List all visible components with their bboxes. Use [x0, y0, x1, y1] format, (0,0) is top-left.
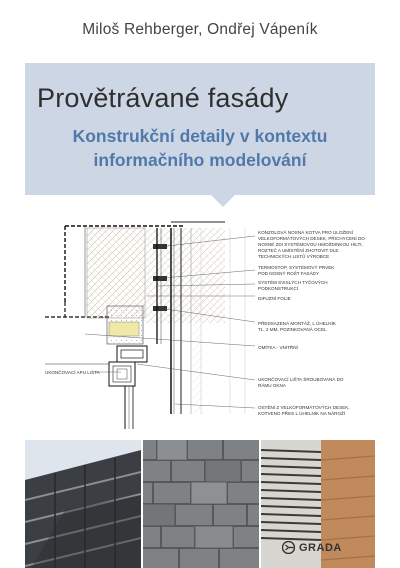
label-apu: UKONČOVACÍ APU LIŠTA [45, 370, 100, 375]
label-anchor [258, 228, 366, 259]
subtitle-line-2: informačního modelování [93, 150, 307, 170]
title-box [25, 63, 375, 195]
label-termostop-line-1: TERMOSTOP, SYSTÉMOVÝ PRVEK [258, 265, 335, 270]
label-reveal-line-2: KOTVENO PŘES L ÚHELNÍK NA NÁROŽÍ [258, 411, 346, 416]
label-substructure-line-2: PODKONSTRUKCÍ [258, 286, 299, 291]
publisher-name: GRADA [299, 541, 342, 554]
book-subtitle [25, 124, 375, 172]
label-reveal [258, 403, 351, 416]
label-substructure-line-1: SYSTÉM SVISLÝCH TYČOVÝCH [258, 280, 328, 285]
label-anchor-line-2: VELKOFORMÁTOVÝCH DESEK, PŘICHYCENÍ DO [258, 236, 365, 241]
label-trim [258, 376, 345, 388]
technical-drawing [25, 214, 375, 429]
label-trim-line-2: RÁMU OKNA [258, 383, 286, 388]
label-anchor-line-5: TECHNICKÝCH LISTŮ VÝROBCE [258, 254, 330, 259]
authors: Miloš Rehberger, Ondřej Vápeník [82, 21, 318, 38]
photo-facade-stone [143, 440, 259, 568]
label-anchor-line-3: NOSNÉ ZDI SYSTÉMOVOU HMOŽDINKOU HILTI, [258, 242, 363, 247]
label-plaster-line-1: OMÍTKA - VNITŘNÍ [258, 345, 298, 350]
label-reveal-line-1: OSTĚNÍ Z VELKOFORMÁTOVÝCH DESEK, [258, 405, 350, 410]
label-angle-line-2: TL. 2 MM, POZINKOVANÁ OCEL [258, 327, 327, 332]
grada-icon [282, 541, 295, 554]
thermal-insert [109, 322, 139, 336]
publisher-logo [282, 541, 342, 554]
label-anchor-line-4: ROZTEČ A UMÍSTĚNÍ ZHOTOVIT DLE [258, 248, 339, 253]
label-foil-line-1: DIFUZNÍ FOLIE [258, 296, 291, 301]
label-angle-line-1: PŘEDSAZENÁ MONTÁŽ, L ÚHELNÍK [258, 321, 336, 326]
subtitle-line-1: Konstrukční detaily v kontextu [72, 126, 328, 146]
label-angle [258, 319, 337, 332]
label-trim-line-1: UKONČOVACÍ LIŠTA ŠROUBOVANÁ DO [258, 377, 344, 382]
label-termostop-line-2: POD NOSNÝ ROŠT FASÁDY [258, 271, 319, 276]
window-frame [45, 346, 147, 429]
label-foil [258, 295, 291, 301]
photo-facade-dark [25, 440, 141, 568]
book-title: Provětrávané fasády [37, 83, 289, 113]
label-termostop [258, 264, 336, 276]
label-substructure [258, 279, 329, 291]
title-box-pointer [211, 195, 235, 207]
insulation-layer [87, 228, 145, 318]
label-anchor-line-1: KONZOLOVÁ NOSNÁ KOTVA PRO ULOŽENÍ [258, 230, 353, 235]
label-plaster [258, 343, 299, 350]
